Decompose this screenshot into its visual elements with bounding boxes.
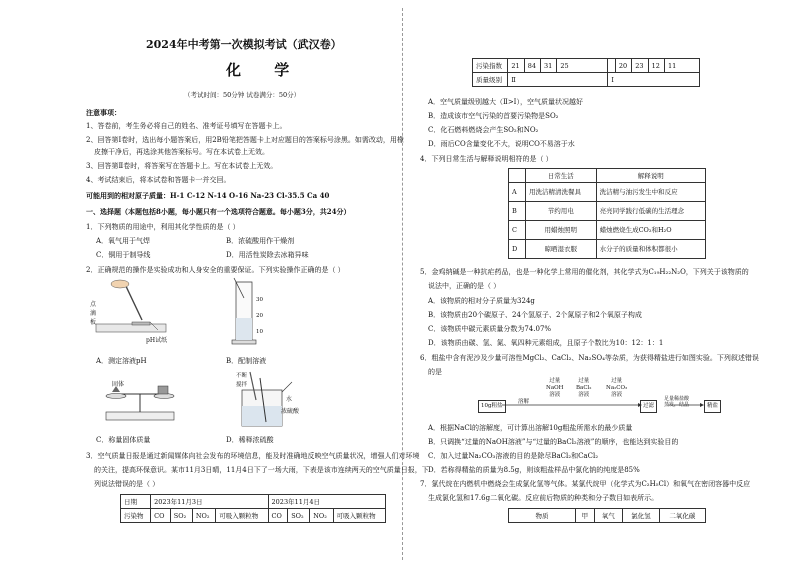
- flow-step-dissolve: 溶解: [518, 399, 530, 405]
- table-cell: 23: [632, 59, 648, 73]
- subject-title: 化 学: [226, 61, 304, 79]
- table-cell: CO: [151, 509, 171, 523]
- flow-step-na2co3: 过量 Na₂CO₃ 溶液: [606, 378, 628, 398]
- q2-option-b: B．配制溶液: [226, 357, 267, 365]
- cylinder-mark-30: 30: [256, 297, 263, 303]
- flow-step-crude-salt: 10g粗盐: [478, 400, 506, 413]
- q5-option-a: A．该物质的相对分子质量为324g: [428, 297, 535, 305]
- q5-option-b: B．该物质由20个碳原子、24个氢原子、2个氮原子和2个氧原子构成: [428, 311, 642, 319]
- table-cell: 质量级别: [473, 73, 508, 87]
- note-item: 2、回答第Ⅰ卷时，选出每小题答案后，用2B铅笔把答题卡上对应题目的答案标号涂黑。如需改动，用橡: [86, 136, 404, 144]
- q1-option-a: A．氧气用于气焊: [96, 237, 151, 245]
- note-item: 3、回答第Ⅱ卷时，将答案写在答题卡上。写在本试卷上无效。: [86, 162, 278, 170]
- table-cell: 日常生活: [526, 169, 597, 183]
- q7-stem-line1: 7．氯代烷在内燃机中燃烧会生成氯化氢等气体。某氯代烷甲（化学式为C₂H₅Cl）和氧气在密闭容器中反应: [420, 480, 751, 488]
- table-cell: B: [509, 202, 526, 221]
- table-row: [509, 183, 706, 202]
- solid-label: 固体: [112, 381, 125, 388]
- table-row: [509, 509, 706, 523]
- q1-option-b: B．浓硫酸用作干燥剂: [226, 237, 295, 245]
- table-cell: 2023年11月4日: [268, 495, 385, 509]
- table-row: [509, 240, 706, 259]
- table-cell: C: [509, 221, 526, 240]
- dropping-plate-label-2: 滴: [90, 310, 97, 317]
- q3-option-b: B．造成该市空气污染的首要污染物是SO₂: [428, 112, 559, 120]
- note-item: 皮擦干净后，再选涂其他答案标号。写在本试卷上无效。: [94, 148, 269, 156]
- right-column: [412, 0, 759, 566]
- q2-option-d: D．稀释浓硫酸: [226, 436, 274, 444]
- table-cell: NO₂: [310, 509, 333, 523]
- note-item: 1、答卷前，考生务必将自己的姓名、准考证号填写在答题卡上。: [86, 122, 287, 130]
- cylinder-mark-20: 20: [256, 313, 263, 319]
- table-row: [473, 73, 700, 87]
- q5-stem-line1: 5．金鸡纳碱是一种抗疟药品，也是一种化学上常用的催化剂，其化学式为C₁₉H₂₂N₂O，下列关于该物质的: [420, 268, 749, 276]
- column-divider: [402, 8, 403, 560]
- table-cell: 水分子的质量和体积都很小: [596, 240, 705, 259]
- table-row: [121, 495, 386, 509]
- table-cell: 11: [665, 59, 700, 73]
- left-column: [86, 0, 429, 566]
- q3-option-c: C．化石燃料燃烧会产生SO₂和NO₂: [428, 126, 539, 134]
- table-row: [509, 202, 706, 221]
- q4-stem: 4．下列日常生活与解释说明相符的是（ ）: [420, 155, 553, 163]
- q5-stem-line2: 说法中，正确的是（ ）: [428, 282, 501, 290]
- q1-stem: 1．下列物质的用途中，利用其化学性质的是（ ）: [86, 223, 240, 231]
- table-cell: 解释说明: [596, 169, 705, 183]
- cylinder-mark-10: 10: [256, 329, 263, 335]
- note-item: 4、考试结束后，将本试卷和答题卡一并交回。: [86, 176, 231, 184]
- q6-option-d: D．若称得精盐的质量为8.5g，则该粗盐样品中氯化钠的纯度是85%: [428, 466, 640, 474]
- table-cell: 31: [541, 59, 557, 73]
- table-cell: 节约用电: [526, 202, 597, 221]
- table-cell: 用蜡烛照明: [526, 221, 597, 240]
- table-cell: 84: [524, 59, 540, 73]
- q5-option-d: D．该物质由碳、氢、氮、氧四种元素组成，且原子个数比为10：12：1：1: [428, 339, 664, 347]
- stir-label: 不断 搅拌: [236, 373, 248, 388]
- q2-option-a: A．测定溶液pH: [96, 357, 147, 365]
- exam-title: 2024年中考第一次模拟考试（武汉卷）: [146, 38, 342, 51]
- q1-option-c: C．铜用于制导线: [96, 251, 151, 259]
- table-cell: 蜡烛燃烧生成CO₂和H₂O: [596, 221, 705, 240]
- table-cell: 21: [508, 59, 524, 73]
- reaction-table: [508, 508, 706, 523]
- q2-option-c: C．称量固体质量: [96, 436, 151, 444]
- table-cell: 晾晒湿衣服: [526, 240, 597, 259]
- dropping-plate-label-1: 点: [90, 301, 97, 308]
- water-label: 水: [286, 396, 293, 403]
- exam-info: （考试时间：50分钟 试卷满分：50分）: [184, 91, 301, 99]
- flow-step-evaporate: 足量稀盐酸 蒸发，结晶: [664, 396, 690, 408]
- table-cell: 二氧化碳: [659, 509, 705, 523]
- q3-stem-line2: 的关注，提高环保意识。某市11月3日晴，11月4日下了一场大雨，下表是该市连续两天的空气质量日报，下: [94, 466, 429, 474]
- air-quality-table: [120, 494, 386, 523]
- flow-step-refined-salt: 精盐: [704, 400, 721, 413]
- table-cell: 氯化氢: [622, 509, 659, 523]
- table-row: [509, 169, 706, 183]
- table-cell: 20: [615, 59, 631, 73]
- atomic-masses: 可能用到的相对原子质量：H-1 C-12 N-14 O-16 Na-23 Cl-35.5 Ca 40: [86, 191, 330, 200]
- section-heading: 一、选择题（本题包括8小题，每小题只有一个选项符合题意。每小题3分，共24分）: [86, 207, 351, 216]
- table-cell: 甲: [576, 509, 595, 523]
- table-cell: 氧气: [594, 509, 622, 523]
- table-cell: 25: [557, 59, 608, 73]
- q3-option-a: A．空气质量级别越大（Ⅱ>Ⅰ），空气质量状况越好: [428, 98, 583, 106]
- q6-option-c: C．加入过量Na₂CO₃溶液的目的是除尽BaCl₂和CaCl₂: [428, 452, 599, 460]
- table-row: [473, 59, 700, 73]
- table-cell: 物质: [509, 509, 576, 523]
- flow-step-bacl2: 过量 BaCl₂ 溶液: [576, 378, 592, 398]
- q6-option-a: A．根据NaCl的溶解度，可计算出溶解10g粗盐所需水的最少质量: [428, 424, 633, 432]
- flow-step-filter: 过滤: [640, 400, 657, 413]
- table-cell: [608, 59, 615, 73]
- dropping-plate-label-3: 板: [90, 319, 97, 326]
- q2-stem: 2．正确规范的操作是实验成功和人身安全的重要保证。下列实验操作正确的是（ ）: [86, 266, 345, 274]
- table-row: [509, 221, 706, 240]
- table-cell: Ⅰ: [608, 73, 700, 87]
- q5-option-c: C．该物质中碳元素质量分数为74.07%: [428, 325, 552, 333]
- flow-step-naoh: 过量 NaOH 溶液: [546, 378, 564, 398]
- flow-arrows: [502, 403, 708, 411]
- table-cell: Ⅱ: [508, 73, 608, 87]
- daily-life-table: [508, 168, 706, 259]
- table-cell: 污染物: [121, 509, 151, 523]
- q3-stem-line3: 列说法错误的是（ ）: [94, 480, 160, 488]
- table-cell: 12: [648, 59, 664, 73]
- table-cell: 亮亮同学践行低碳的生活理念: [596, 202, 705, 221]
- table-row: [121, 509, 386, 523]
- table-cell: 可吸入颗粒物: [216, 509, 268, 523]
- table-cell: NO₂: [192, 509, 215, 523]
- q1-option-d: D．用活性炭除去冰箱异味: [226, 251, 309, 259]
- table-cell: A: [509, 183, 526, 202]
- table-cell: CO: [268, 509, 288, 523]
- ph-paper-label: pH试纸: [146, 337, 168, 344]
- q7-stem-line2: 生成氯化氢和17.6g二氧化碳。反应前后物质的种类和分子数目如表所示。: [428, 494, 659, 502]
- table-cell: SO₂: [288, 509, 310, 523]
- table-cell: D: [509, 240, 526, 259]
- air-quality-table-continued: [472, 58, 700, 87]
- notes-heading: 注意事项：: [86, 108, 121, 117]
- q6-option-b: B．只调换“过量的NaOH溶液”与“过量的BaCl₂溶液”的顺序，也能达到实验目的: [428, 438, 679, 446]
- acid-label: 浓硫酸: [281, 408, 300, 415]
- table-cell: 洗洁精与油污发生中和反应: [596, 183, 705, 202]
- table-cell: 2023年11月3日: [151, 495, 268, 509]
- q6-stem-line1: 6．粗盐中含有泥沙及少量可溶性MgCl₂、CaCl₂、Na₂SO₄等杂质，为获得精盐进行如图实验。下列叙述错误: [420, 354, 759, 362]
- table-cell: 日期: [121, 495, 151, 509]
- q3-stem-line1: 3．空气质量日报是通过新闻媒体向社会发布的环境信息，能及时准确地反映空气质量状况，增强人们对环境: [86, 452, 420, 460]
- table-cell: 污染指数: [473, 59, 508, 73]
- q3-option-d: D．雨后CO含量变化不大，说明CO不易溶于水: [428, 140, 575, 148]
- table-cell: [509, 169, 526, 183]
- q6-stem-line2: 的是: [428, 368, 442, 376]
- table-cell: SO₂: [170, 509, 192, 523]
- table-cell: 用洗洁精清洗餐具: [526, 183, 597, 202]
- table-cell: 可吸入颗粒物: [333, 509, 385, 523]
